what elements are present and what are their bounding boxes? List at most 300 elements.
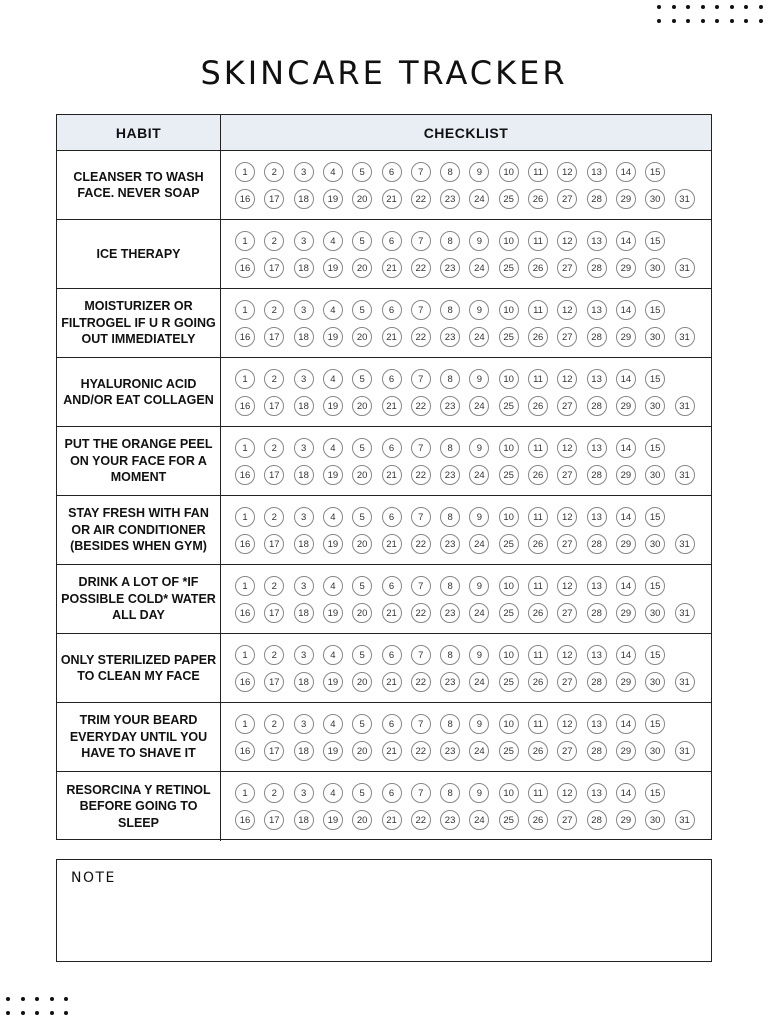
day-checkbox[interactable]: 7 (411, 507, 431, 527)
day-checkbox[interactable]: 18 (294, 465, 314, 485)
day-checkbox[interactable]: 20 (352, 327, 372, 347)
day-checkbox[interactable]: 13 (587, 369, 607, 389)
day-checkbox[interactable]: 26 (528, 258, 548, 278)
day-checkbox[interactable]: 24 (469, 258, 489, 278)
day-checkbox[interactable]: 29 (616, 672, 636, 692)
day-checkbox[interactable]: 7 (411, 714, 431, 734)
day-checkbox[interactable]: 20 (352, 396, 372, 416)
day-checkbox[interactable]: 5 (352, 369, 372, 389)
day-checkbox[interactable]: 27 (557, 465, 577, 485)
day-checkbox[interactable]: 18 (294, 672, 314, 692)
day-checkbox[interactable]: 28 (587, 396, 607, 416)
day-checkbox[interactable]: 1 (235, 576, 255, 596)
day-checkbox[interactable]: 3 (294, 300, 314, 320)
day-checkbox[interactable]: 4 (323, 576, 343, 596)
day-checkbox[interactable]: 7 (411, 369, 431, 389)
day-checkbox[interactable]: 10 (499, 231, 519, 251)
day-checkbox[interactable]: 18 (294, 603, 314, 623)
day-checkbox[interactable]: 8 (440, 783, 460, 803)
day-checkbox[interactable]: 28 (587, 534, 607, 554)
day-checkbox[interactable]: 22 (411, 603, 431, 623)
day-checkbox[interactable]: 7 (411, 438, 431, 458)
day-checkbox[interactable]: 10 (499, 507, 519, 527)
day-checkbox[interactable]: 4 (323, 507, 343, 527)
day-checkbox[interactable]: 3 (294, 576, 314, 596)
day-checkbox[interactable]: 7 (411, 300, 431, 320)
day-checkbox[interactable]: 4 (323, 714, 343, 734)
day-checkbox[interactable]: 15 (645, 714, 665, 734)
day-checkbox[interactable]: 21 (382, 672, 402, 692)
day-checkbox[interactable]: 11 (528, 438, 548, 458)
day-checkbox[interactable]: 17 (264, 603, 284, 623)
day-checkbox[interactable]: 12 (557, 369, 577, 389)
day-checkbox[interactable]: 16 (235, 741, 255, 761)
day-checkbox[interactable]: 8 (440, 714, 460, 734)
day-checkbox[interactable]: 11 (528, 300, 548, 320)
day-checkbox[interactable]: 11 (528, 714, 548, 734)
day-checkbox[interactable]: 9 (469, 714, 489, 734)
day-checkbox[interactable]: 22 (411, 465, 431, 485)
day-checkbox[interactable]: 12 (557, 576, 577, 596)
day-checkbox[interactable]: 8 (440, 300, 460, 320)
day-checkbox[interactable]: 25 (499, 189, 519, 209)
day-checkbox[interactable]: 7 (411, 645, 431, 665)
day-checkbox[interactable]: 19 (323, 258, 343, 278)
day-checkbox[interactable]: 14 (616, 162, 636, 182)
day-checkbox[interactable]: 20 (352, 189, 372, 209)
day-checkbox[interactable]: 12 (557, 507, 577, 527)
day-checkbox[interactable]: 9 (469, 231, 489, 251)
day-checkbox[interactable]: 2 (264, 783, 284, 803)
day-checkbox[interactable]: 25 (499, 741, 519, 761)
day-checkbox[interactable]: 21 (382, 258, 402, 278)
day-checkbox[interactable]: 26 (528, 465, 548, 485)
day-checkbox[interactable]: 22 (411, 327, 431, 347)
day-checkbox[interactable]: 15 (645, 783, 665, 803)
day-checkbox[interactable]: 28 (587, 741, 607, 761)
day-checkbox[interactable]: 5 (352, 507, 372, 527)
day-checkbox[interactable]: 19 (323, 672, 343, 692)
day-checkbox[interactable]: 22 (411, 672, 431, 692)
day-checkbox[interactable]: 26 (528, 396, 548, 416)
day-checkbox[interactable]: 5 (352, 438, 372, 458)
day-checkbox[interactable]: 2 (264, 231, 284, 251)
day-checkbox[interactable]: 11 (528, 576, 548, 596)
day-checkbox[interactable]: 20 (352, 534, 372, 554)
day-checkbox[interactable]: 27 (557, 810, 577, 830)
day-checkbox[interactable]: 19 (323, 741, 343, 761)
day-checkbox[interactable]: 11 (528, 369, 548, 389)
day-checkbox[interactable]: 21 (382, 810, 402, 830)
day-checkbox[interactable]: 29 (616, 534, 636, 554)
day-checkbox[interactable]: 25 (499, 603, 519, 623)
day-checkbox[interactable]: 30 (645, 741, 665, 761)
day-checkbox[interactable]: 17 (264, 465, 284, 485)
day-checkbox[interactable]: 19 (323, 603, 343, 623)
day-checkbox[interactable]: 26 (528, 741, 548, 761)
day-checkbox[interactable]: 12 (557, 231, 577, 251)
day-checkbox[interactable]: 14 (616, 714, 636, 734)
day-checkbox[interactable]: 5 (352, 783, 372, 803)
day-checkbox[interactable]: 31 (675, 672, 695, 692)
day-checkbox[interactable]: 1 (235, 438, 255, 458)
day-checkbox[interactable]: 16 (235, 672, 255, 692)
day-checkbox[interactable]: 20 (352, 741, 372, 761)
day-checkbox[interactable]: 30 (645, 327, 665, 347)
day-checkbox[interactable]: 6 (382, 645, 402, 665)
day-checkbox[interactable]: 28 (587, 258, 607, 278)
day-checkbox[interactable]: 18 (294, 327, 314, 347)
day-checkbox[interactable]: 3 (294, 645, 314, 665)
day-checkbox[interactable]: 27 (557, 603, 577, 623)
day-checkbox[interactable]: 22 (411, 741, 431, 761)
day-checkbox[interactable]: 30 (645, 672, 665, 692)
day-checkbox[interactable]: 1 (235, 783, 255, 803)
day-checkbox[interactable]: 15 (645, 300, 665, 320)
day-checkbox[interactable]: 16 (235, 258, 255, 278)
day-checkbox[interactable]: 15 (645, 231, 665, 251)
day-checkbox[interactable]: 8 (440, 231, 460, 251)
day-checkbox[interactable]: 3 (294, 714, 314, 734)
day-checkbox[interactable]: 16 (235, 189, 255, 209)
day-checkbox[interactable]: 18 (294, 741, 314, 761)
day-checkbox[interactable]: 14 (616, 507, 636, 527)
day-checkbox[interactable]: 9 (469, 645, 489, 665)
day-checkbox[interactable]: 14 (616, 369, 636, 389)
day-checkbox[interactable]: 15 (645, 576, 665, 596)
day-checkbox[interactable]: 19 (323, 810, 343, 830)
day-checkbox[interactable]: 17 (264, 189, 284, 209)
day-checkbox[interactable]: 15 (645, 438, 665, 458)
day-checkbox[interactable]: 20 (352, 603, 372, 623)
day-checkbox[interactable]: 16 (235, 465, 255, 485)
day-checkbox[interactable]: 29 (616, 741, 636, 761)
day-checkbox[interactable]: 5 (352, 300, 372, 320)
day-checkbox[interactable]: 19 (323, 465, 343, 485)
day-checkbox[interactable]: 6 (382, 231, 402, 251)
day-checkbox[interactable]: 28 (587, 672, 607, 692)
day-checkbox[interactable]: 10 (499, 783, 519, 803)
day-checkbox[interactable]: 24 (469, 327, 489, 347)
day-checkbox[interactable]: 20 (352, 465, 372, 485)
day-checkbox[interactable]: 13 (587, 783, 607, 803)
day-checkbox[interactable]: 19 (323, 189, 343, 209)
day-checkbox[interactable]: 13 (587, 438, 607, 458)
day-checkbox[interactable]: 17 (264, 741, 284, 761)
day-checkbox[interactable]: 25 (499, 465, 519, 485)
day-checkbox[interactable]: 18 (294, 258, 314, 278)
day-checkbox[interactable]: 8 (440, 369, 460, 389)
day-checkbox[interactable]: 7 (411, 231, 431, 251)
day-checkbox[interactable]: 1 (235, 300, 255, 320)
day-checkbox[interactable]: 25 (499, 672, 519, 692)
day-checkbox[interactable]: 31 (675, 258, 695, 278)
day-checkbox[interactable]: 2 (264, 300, 284, 320)
day-checkbox[interactable]: 30 (645, 189, 665, 209)
day-checkbox[interactable]: 27 (557, 327, 577, 347)
day-checkbox[interactable]: 30 (645, 258, 665, 278)
day-checkbox[interactable]: 18 (294, 396, 314, 416)
day-checkbox[interactable]: 1 (235, 231, 255, 251)
day-checkbox[interactable]: 24 (469, 672, 489, 692)
day-checkbox[interactable]: 31 (675, 810, 695, 830)
day-checkbox[interactable]: 10 (499, 438, 519, 458)
day-checkbox[interactable]: 11 (528, 645, 548, 665)
day-checkbox[interactable]: 6 (382, 576, 402, 596)
day-checkbox[interactable]: 17 (264, 534, 284, 554)
day-checkbox[interactable]: 12 (557, 714, 577, 734)
day-checkbox[interactable]: 31 (675, 603, 695, 623)
day-checkbox[interactable]: 30 (645, 534, 665, 554)
day-checkbox[interactable]: 9 (469, 369, 489, 389)
day-checkbox[interactable]: 22 (411, 189, 431, 209)
day-checkbox[interactable]: 26 (528, 672, 548, 692)
day-checkbox[interactable]: 21 (382, 741, 402, 761)
day-checkbox[interactable]: 23 (440, 258, 460, 278)
day-checkbox[interactable]: 22 (411, 534, 431, 554)
day-checkbox[interactable]: 21 (382, 465, 402, 485)
day-checkbox[interactable]: 30 (645, 465, 665, 485)
day-checkbox[interactable]: 18 (294, 810, 314, 830)
day-checkbox[interactable]: 24 (469, 741, 489, 761)
day-checkbox[interactable]: 10 (499, 300, 519, 320)
day-checkbox[interactable]: 10 (499, 369, 519, 389)
day-checkbox[interactable]: 27 (557, 396, 577, 416)
day-checkbox[interactable]: 5 (352, 714, 372, 734)
day-checkbox[interactable]: 29 (616, 258, 636, 278)
day-checkbox[interactable]: 18 (294, 189, 314, 209)
day-checkbox[interactable]: 31 (675, 189, 695, 209)
day-checkbox[interactable]: 26 (528, 189, 548, 209)
day-checkbox[interactable]: 4 (323, 300, 343, 320)
day-checkbox[interactable]: 23 (440, 603, 460, 623)
day-checkbox[interactable]: 6 (382, 369, 402, 389)
day-checkbox[interactable]: 6 (382, 783, 402, 803)
day-checkbox[interactable]: 29 (616, 603, 636, 623)
day-checkbox[interactable]: 14 (616, 645, 636, 665)
day-checkbox[interactable]: 24 (469, 603, 489, 623)
day-checkbox[interactable]: 28 (587, 327, 607, 347)
day-checkbox[interactable]: 14 (616, 438, 636, 458)
day-checkbox[interactable]: 25 (499, 327, 519, 347)
day-checkbox[interactable]: 11 (528, 507, 548, 527)
day-checkbox[interactable]: 21 (382, 189, 402, 209)
day-checkbox[interactable]: 10 (499, 714, 519, 734)
day-checkbox[interactable]: 6 (382, 162, 402, 182)
day-checkbox[interactable]: 24 (469, 810, 489, 830)
day-checkbox[interactable]: 5 (352, 576, 372, 596)
day-checkbox[interactable]: 2 (264, 369, 284, 389)
day-checkbox[interactable]: 6 (382, 438, 402, 458)
day-checkbox[interactable]: 16 (235, 534, 255, 554)
day-checkbox[interactable]: 30 (645, 603, 665, 623)
day-checkbox[interactable]: 8 (440, 438, 460, 458)
day-checkbox[interactable]: 29 (616, 465, 636, 485)
day-checkbox[interactable]: 19 (323, 327, 343, 347)
day-checkbox[interactable]: 16 (235, 396, 255, 416)
day-checkbox[interactable]: 2 (264, 576, 284, 596)
day-checkbox[interactable]: 9 (469, 162, 489, 182)
day-checkbox[interactable]: 17 (264, 672, 284, 692)
day-checkbox[interactable]: 27 (557, 741, 577, 761)
day-checkbox[interactable]: 23 (440, 396, 460, 416)
day-checkbox[interactable]: 1 (235, 162, 255, 182)
day-checkbox[interactable]: 26 (528, 327, 548, 347)
day-checkbox[interactable]: 3 (294, 783, 314, 803)
day-checkbox[interactable]: 14 (616, 231, 636, 251)
day-checkbox[interactable]: 9 (469, 507, 489, 527)
day-checkbox[interactable]: 24 (469, 396, 489, 416)
day-checkbox[interactable]: 15 (645, 369, 665, 389)
day-checkbox[interactable]: 13 (587, 645, 607, 665)
day-checkbox[interactable]: 9 (469, 576, 489, 596)
day-checkbox[interactable]: 2 (264, 714, 284, 734)
day-checkbox[interactable]: 28 (587, 810, 607, 830)
day-checkbox[interactable]: 17 (264, 327, 284, 347)
day-checkbox[interactable]: 7 (411, 576, 431, 596)
day-checkbox[interactable]: 5 (352, 645, 372, 665)
day-checkbox[interactable]: 31 (675, 465, 695, 485)
day-checkbox[interactable]: 9 (469, 783, 489, 803)
day-checkbox[interactable]: 3 (294, 162, 314, 182)
day-checkbox[interactable]: 1 (235, 507, 255, 527)
day-checkbox[interactable]: 14 (616, 576, 636, 596)
day-checkbox[interactable]: 22 (411, 396, 431, 416)
day-checkbox[interactable]: 11 (528, 162, 548, 182)
day-checkbox[interactable]: 24 (469, 465, 489, 485)
day-checkbox[interactable]: 21 (382, 603, 402, 623)
day-checkbox[interactable]: 22 (411, 258, 431, 278)
day-checkbox[interactable]: 19 (323, 534, 343, 554)
day-checkbox[interactable]: 29 (616, 327, 636, 347)
day-checkbox[interactable]: 16 (235, 603, 255, 623)
day-checkbox[interactable]: 27 (557, 258, 577, 278)
day-checkbox[interactable]: 12 (557, 645, 577, 665)
day-checkbox[interactable]: 19 (323, 396, 343, 416)
day-checkbox[interactable]: 24 (469, 189, 489, 209)
day-checkbox[interactable]: 14 (616, 783, 636, 803)
day-checkbox[interactable]: 29 (616, 810, 636, 830)
day-checkbox[interactable]: 20 (352, 258, 372, 278)
day-checkbox[interactable]: 5 (352, 162, 372, 182)
day-checkbox[interactable]: 10 (499, 162, 519, 182)
day-checkbox[interactable]: 31 (675, 327, 695, 347)
day-checkbox[interactable]: 6 (382, 507, 402, 527)
day-checkbox[interactable]: 29 (616, 396, 636, 416)
day-checkbox[interactable]: 28 (587, 465, 607, 485)
day-checkbox[interactable]: 1 (235, 714, 255, 734)
day-checkbox[interactable]: 14 (616, 300, 636, 320)
day-checkbox[interactable]: 13 (587, 714, 607, 734)
day-checkbox[interactable]: 17 (264, 258, 284, 278)
day-checkbox[interactable]: 4 (323, 162, 343, 182)
day-checkbox[interactable]: 7 (411, 162, 431, 182)
day-checkbox[interactable]: 20 (352, 672, 372, 692)
day-checkbox[interactable]: 23 (440, 672, 460, 692)
day-checkbox[interactable]: 10 (499, 645, 519, 665)
day-checkbox[interactable]: 2 (264, 645, 284, 665)
day-checkbox[interactable]: 31 (675, 534, 695, 554)
day-checkbox[interactable]: 8 (440, 645, 460, 665)
day-checkbox[interactable]: 16 (235, 327, 255, 347)
day-checkbox[interactable]: 23 (440, 189, 460, 209)
day-checkbox[interactable]: 27 (557, 534, 577, 554)
day-checkbox[interactable]: 23 (440, 741, 460, 761)
day-checkbox[interactable]: 13 (587, 576, 607, 596)
day-checkbox[interactable]: 30 (645, 810, 665, 830)
day-checkbox[interactable]: 3 (294, 369, 314, 389)
day-checkbox[interactable]: 26 (528, 810, 548, 830)
day-checkbox[interactable]: 25 (499, 534, 519, 554)
day-checkbox[interactable]: 9 (469, 438, 489, 458)
day-checkbox[interactable]: 12 (557, 162, 577, 182)
day-checkbox[interactable]: 26 (528, 534, 548, 554)
day-checkbox[interactable]: 4 (323, 783, 343, 803)
day-checkbox[interactable]: 13 (587, 300, 607, 320)
day-checkbox[interactable]: 23 (440, 465, 460, 485)
day-checkbox[interactable]: 20 (352, 810, 372, 830)
day-checkbox[interactable]: 17 (264, 810, 284, 830)
day-checkbox[interactable]: 2 (264, 162, 284, 182)
day-checkbox[interactable]: 8 (440, 576, 460, 596)
day-checkbox[interactable]: 28 (587, 189, 607, 209)
day-checkbox[interactable]: 4 (323, 231, 343, 251)
day-checkbox[interactable]: 23 (440, 810, 460, 830)
day-checkbox[interactable]: 1 (235, 645, 255, 665)
day-checkbox[interactable]: 22 (411, 810, 431, 830)
day-checkbox[interactable]: 25 (499, 396, 519, 416)
day-checkbox[interactable]: 8 (440, 507, 460, 527)
day-checkbox[interactable]: 8 (440, 162, 460, 182)
day-checkbox[interactable]: 17 (264, 396, 284, 416)
day-checkbox[interactable]: 13 (587, 231, 607, 251)
day-checkbox[interactable]: 15 (645, 162, 665, 182)
day-checkbox[interactable]: 3 (294, 231, 314, 251)
day-checkbox[interactable]: 7 (411, 783, 431, 803)
day-checkbox[interactable]: 28 (587, 603, 607, 623)
day-checkbox[interactable]: 6 (382, 300, 402, 320)
day-checkbox[interactable]: 4 (323, 438, 343, 458)
day-checkbox[interactable]: 4 (323, 645, 343, 665)
day-checkbox[interactable]: 23 (440, 534, 460, 554)
day-checkbox[interactable]: 13 (587, 162, 607, 182)
day-checkbox[interactable]: 25 (499, 810, 519, 830)
day-checkbox[interactable]: 11 (528, 783, 548, 803)
day-checkbox[interactable]: 31 (675, 741, 695, 761)
day-checkbox[interactable]: 31 (675, 396, 695, 416)
day-checkbox[interactable]: 21 (382, 534, 402, 554)
note-box[interactable] (56, 859, 712, 962)
day-checkbox[interactable]: 25 (499, 258, 519, 278)
day-checkbox[interactable]: 1 (235, 369, 255, 389)
day-checkbox[interactable]: 9 (469, 300, 489, 320)
day-checkbox[interactable]: 18 (294, 534, 314, 554)
day-checkbox[interactable]: 27 (557, 672, 577, 692)
day-checkbox[interactable]: 23 (440, 327, 460, 347)
day-checkbox[interactable]: 16 (235, 810, 255, 830)
day-checkbox[interactable]: 3 (294, 507, 314, 527)
day-checkbox[interactable]: 10 (499, 576, 519, 596)
day-checkbox[interactable]: 6 (382, 714, 402, 734)
day-checkbox[interactable]: 13 (587, 507, 607, 527)
day-checkbox[interactable]: 4 (323, 369, 343, 389)
day-checkbox[interactable]: 15 (645, 645, 665, 665)
day-checkbox[interactable]: 12 (557, 783, 577, 803)
day-checkbox[interactable]: 27 (557, 189, 577, 209)
day-checkbox[interactable]: 21 (382, 396, 402, 416)
day-checkbox[interactable]: 5 (352, 231, 372, 251)
day-checkbox[interactable]: 24 (469, 534, 489, 554)
